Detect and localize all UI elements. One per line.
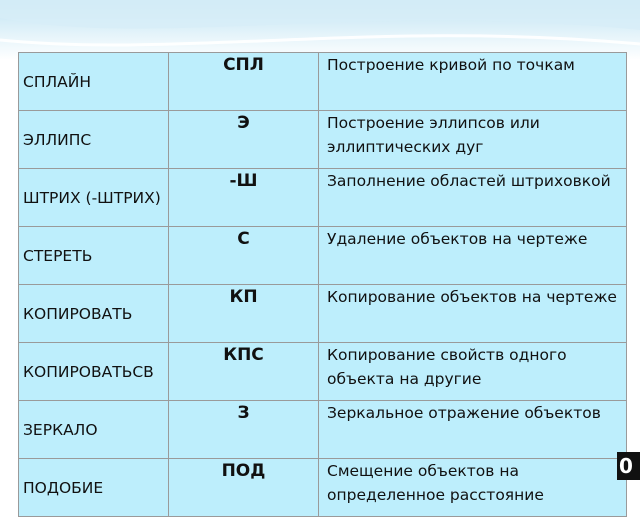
command-name-cell: ПОДОБИЕ — [19, 459, 169, 517]
command-description-cell: Зеркальное отражение объектов — [319, 401, 627, 459]
command-description-cell: Построение кривой по точкам — [319, 53, 627, 111]
command-description-cell: Удаление объектов на чертеже — [319, 227, 627, 285]
command-name-cell: ЭЛЛИПС — [19, 111, 169, 169]
command-description-cell: Копирование свойств одного объекта на другие — [319, 343, 627, 401]
command-description-cell: Заполнение областей штриховкой — [319, 169, 627, 227]
table-row — [19, 227, 627, 285]
table-row — [19, 343, 627, 401]
table-row — [19, 285, 627, 343]
decorative-swoosh — [0, 0, 640, 60]
command-name-cell: СПЛАЙН — [19, 53, 169, 111]
command-alias-cell: Э — [169, 111, 319, 169]
command-description-cell: Копирование объектов на чертеже — [319, 285, 627, 343]
command-alias-cell: С — [169, 227, 319, 285]
command-alias-cell: З — [169, 401, 319, 459]
table-row — [19, 111, 627, 169]
table-row — [19, 401, 627, 459]
page-number-badge: 0 — [617, 452, 640, 480]
command-alias-cell: КПС — [169, 343, 319, 401]
command-description-cell: Смещение объектов на определенное расстояние — [319, 459, 627, 517]
table-row — [19, 53, 627, 111]
table-row — [19, 169, 627, 227]
command-description-cell: Построение эллипсов или эллиптических дуг — [319, 111, 627, 169]
command-name-cell: ЗЕРКАЛО — [19, 401, 169, 459]
command-alias-cell: -Ш — [169, 169, 319, 227]
command-alias-cell: СПЛ — [169, 53, 319, 111]
command-name-cell: КОПИРОВАТЬ — [19, 285, 169, 343]
command-name-cell: ШТРИХ (-ШТРИХ) — [19, 169, 169, 227]
command-name-cell: СТЕРЕТЬ — [19, 227, 169, 285]
command-name-cell: КОПИРОВАТЬСВ — [19, 343, 169, 401]
command-alias-cell: ПОД — [169, 459, 319, 517]
command-alias-cell: КП — [169, 285, 319, 343]
table-row — [19, 459, 627, 517]
commands-table — [18, 52, 627, 517]
